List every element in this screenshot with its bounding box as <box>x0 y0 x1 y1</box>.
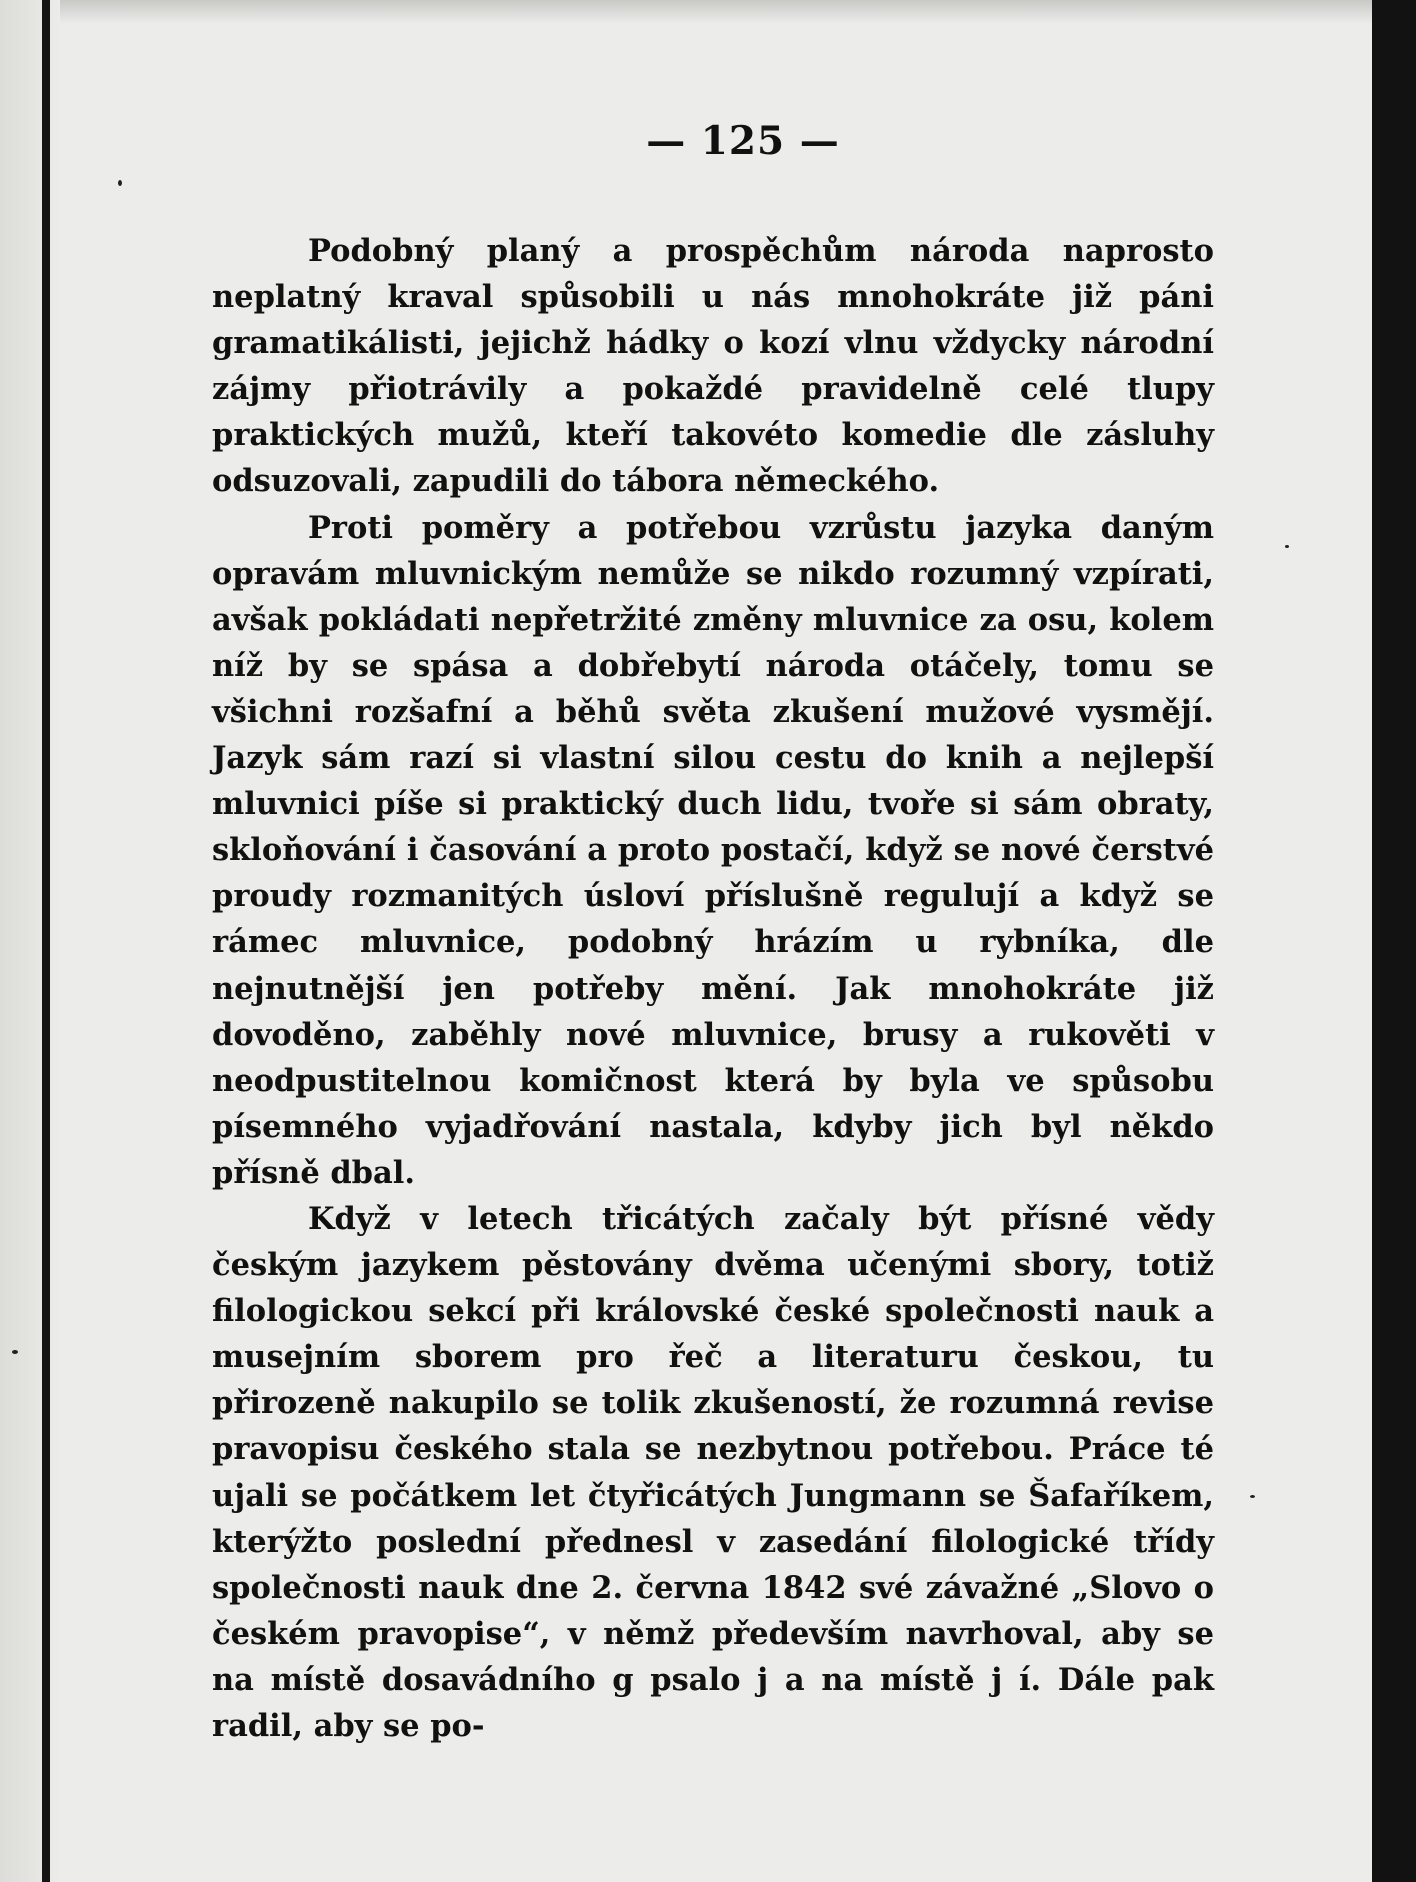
binding-edge <box>0 0 60 1882</box>
body-text <box>212 228 1214 1749</box>
paragraph: Proti poměry a potřebou vzrůstu jazyka daným opravám mluvnickým nemůže se nikdo rozumný vzpírati, avšak pokládati nepřetržité změny mluvnice za osu, kolem níž by se spása a dobřebytí národa otáčely, tomu se všichni rozšafní a běhů světa zkušení mužové vysmějí. Jazyk sám razí si vlastní silou cestu do knih a nejlepší mluvnici píše si praktický duch lidu, tvoře si sám obraty, skloňování i časování a proto postačí, když se nové čerstvé proudy rozmanitých úsloví příslušně regulují a když se rámec mluvnice, podobný hrázím u rybníka, dle nejnutnější jen potřeby mění. Jak mnohokráte již dovoděno, zaběhly nové mluvnice, brusy a rukověti v neodpustitelnou komičnost která by byla ve spůsobu písemného vyjadřování nastala, kdyby jich byl někdo přísně dbal. <box>212 509 1214 1191</box>
speck <box>12 1350 18 1354</box>
gutter-line <box>42 0 50 1882</box>
paragraph: Když v letech třicátých začaly být přísné vědy českým jazykem pěstovány dvěma učenými sbory, totiž filologickou sekcí při královské české společnosti nauk a musejním sborem pro řeč a literaturu českou, tu přirozeně nakupilo se tolik zkušeností, že rozumná revise pravopisu českého stala se nezbytnou potřebou. Práce té ujali se počátkem let čtyřicátých Jungmann se Šafaříkem, kterýžto poslední přednesl v zasedání filologické třídy společnosti nauk dne 2. června 1842 své závažné „Slovo o českém pravopise“, v němž především navrhoval, aby se na místě dosavádního g psalo j a na místě j í. Dále pak radil, aby se po- <box>212 1200 1214 1744</box>
top-shadow <box>50 0 1372 24</box>
speck <box>1250 1495 1255 1498</box>
paragraph: Podobný planý a prospěchům národa naprosto neplatný kraval spůsobili u nás mnohokráte již páni gramatikálisti, jejichž hádky o kozí vlnu vždycky národní zájmy přiotrávily a pokaždé pravidelně celé tlupy praktických mužů, kteří takovéto komedie dle zásluhy odsuzovali, zapudili do tábora německého. <box>212 233 1214 500</box>
speck <box>1285 545 1289 548</box>
page-number: — 125 — <box>646 118 840 164</box>
speck <box>118 180 122 186</box>
right-dark-border <box>1372 0 1416 1882</box>
